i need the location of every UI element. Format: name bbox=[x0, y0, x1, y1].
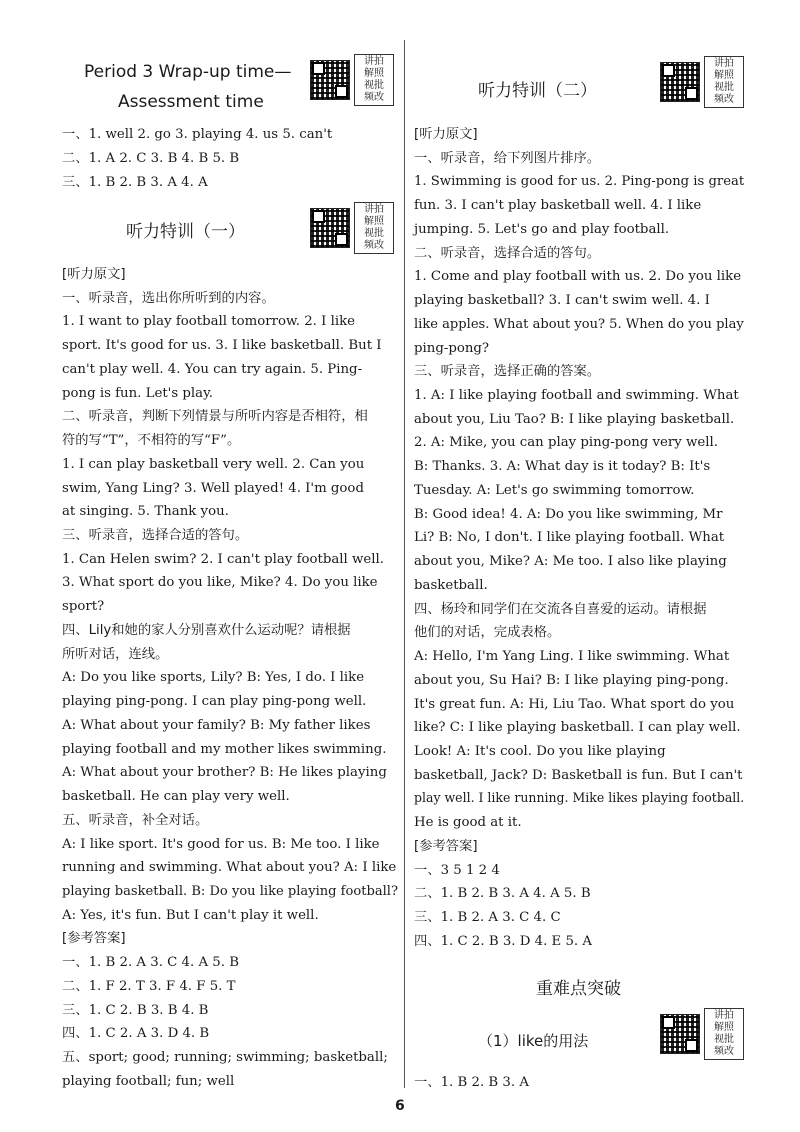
period-title: Period 3 Wrap-up time— bbox=[84, 62, 292, 82]
answer-line: 一、1. well 2. go 3. playing 4. us 5. can't bbox=[62, 127, 333, 142]
text-line: Tuesday. A: Let's go swimming tomorrow. bbox=[414, 482, 695, 498]
qr-code-icon bbox=[310, 60, 350, 100]
text-line: about you, Liu Tao? B: I like playing basketball. bbox=[414, 411, 735, 427]
text-line: 1. Can Helen swim? 2. I can't play football well. bbox=[62, 551, 385, 567]
text-line: at singing. 5. Thank you. bbox=[62, 504, 229, 520]
text-line: like apples. What about you? 5. When do you play bbox=[414, 316, 744, 332]
text-line: 他们的对话，完成表格。 bbox=[414, 625, 561, 641]
text-line: basketball. bbox=[414, 577, 488, 593]
qr-label: 讲拍 解照 视批 频改 bbox=[354, 202, 394, 254]
text-line: Li? B: No, I don't. I like playing football. What bbox=[414, 530, 725, 546]
page-number: 6 bbox=[395, 1098, 405, 1114]
key-points-heading: 重难点突破 bbox=[536, 979, 621, 999]
text-line: jumping. 5. Let's go and play football. bbox=[414, 221, 670, 237]
text-line: 一、3 5 1 2 4 bbox=[414, 862, 500, 878]
section-title-listening-2: 听力特训（二） bbox=[478, 81, 597, 101]
text-line: A: Do you like sports, Lily? B: Yes, I do. I like bbox=[62, 670, 365, 686]
text-line: 一、听录音，选出你所听到的内容。 bbox=[62, 290, 275, 306]
text-line: ping-pong? bbox=[414, 340, 490, 356]
text-line: 三、1. B 2. A 3. C 4. C bbox=[414, 910, 561, 926]
column-divider bbox=[404, 40, 405, 1088]
text-line: 二、1. F 2. T 3. F 4. F 5. T bbox=[62, 978, 236, 994]
qr-code-icon bbox=[310, 208, 350, 248]
text-line: about you, Su Hai? B: I like playing ping-pong. bbox=[414, 672, 729, 688]
text-line: playing football and my mother likes swimming. bbox=[62, 741, 387, 757]
text-line: basketball. He can play very well. bbox=[62, 789, 290, 805]
text-line: playing ping-pong. I can play ping-pong well. bbox=[62, 694, 367, 710]
text-line: 五、sport; good; running; swimming; basketball; bbox=[62, 1050, 388, 1066]
text-line: 三、1. C 2. B 3. B 4. B bbox=[62, 1002, 209, 1018]
text-line: 1. I want to play football tomorrow. 2. I like bbox=[62, 314, 356, 330]
text-line: B: Thanks. 3. A: What day is it today? B: It's bbox=[414, 459, 711, 475]
text-line: A: Yes, it's fun. But I can't play it well. bbox=[62, 907, 319, 923]
text-line: A: What about your brother? B: He likes playing bbox=[62, 765, 387, 781]
text-line: 1. Come and play football with us. 2. Do you like bbox=[414, 269, 742, 285]
text-line: 三、听录音，选择合适的答句。 bbox=[62, 528, 249, 544]
text-line: like? C: I like playing basketball. I can play well. bbox=[414, 720, 741, 736]
text-line: 二、1. B 2. B 3. A 4. A 5. B bbox=[414, 886, 591, 902]
text-line: sport? bbox=[62, 599, 105, 615]
qr-code-icon bbox=[660, 1014, 700, 1054]
text-line: B: Good idea! 4. A: Do you like swimming, Mr bbox=[414, 506, 723, 522]
text-line: Look! A: It's cool. Do you like playing bbox=[414, 743, 666, 759]
text-line: 1. A: I like playing football and swimming. What bbox=[414, 388, 739, 404]
text-line: 符的写“T”，不相符的写“F”。 bbox=[62, 433, 241, 449]
text-line: can't play well. 4. You can try again. 5. Ping- bbox=[62, 361, 363, 377]
text-line: 四、杨玲和同学们在交流各自喜爱的运动。请根据 bbox=[414, 601, 707, 617]
text-line: fun. 3. I can't play basketball well. 4. I like bbox=[414, 198, 702, 214]
period-subtitle: Assessment time bbox=[118, 92, 264, 112]
text-line: [参考答案] bbox=[62, 931, 126, 947]
text-line: playing basketball. B: Do you like playing football? bbox=[62, 883, 398, 899]
text-line: 四、1. C 2. B 3. D 4. E 5. A bbox=[414, 933, 592, 949]
text-line: swim, Yang Ling? 3. Well played! 4. I'm good bbox=[62, 480, 364, 496]
text-line: [听力原文] bbox=[62, 267, 126, 282]
text-line: 1. Swimming is good for us. 2. Ping-pong is great bbox=[414, 174, 745, 190]
text-line: 3. What sport do you like, Mike? 4. Do you like bbox=[62, 575, 378, 591]
text-line: 一、1. B 2. A 3. C 4. A 5. B bbox=[62, 955, 239, 971]
text-line: 五、听录音，补全对话。 bbox=[62, 812, 209, 828]
text-line: 三、听录音，选择正确的答案。 bbox=[414, 364, 601, 380]
section-title-listening-1: 听力特训（一） bbox=[126, 222, 245, 242]
answer-line: 三、1. B 2. B 3. A 4. A bbox=[62, 175, 208, 190]
qr-label: 讲拍 解照 视批 频改 bbox=[704, 56, 744, 108]
answer-line: 二、1. A 2. C 3. B 4. B 5. B bbox=[62, 151, 240, 166]
text-line: 四、1. C 2. A 3. D 4. B bbox=[62, 1026, 210, 1042]
text-line: running and swimming. What about you? A: I like bbox=[62, 860, 397, 876]
text-line: 一、听录音，给下列图片排序。 bbox=[414, 150, 601, 166]
qr-label: 讲拍 解照 视批 频改 bbox=[354, 54, 394, 106]
text-line: 1. I can play basketball very well. 2. Can you bbox=[62, 456, 365, 472]
like-usage-heading: （1）like的用法 bbox=[478, 1032, 589, 1050]
text-line: A: I like sport. It's good for us. B: Me too. I like bbox=[62, 836, 380, 852]
text-line: about you, Mike? A: Me too. I also like playing bbox=[414, 554, 727, 570]
answer-line: 一、1. B 2. B 3. A bbox=[414, 1075, 529, 1090]
text-line: 二、听录音，选择合适的答句。 bbox=[414, 245, 601, 261]
text-line: A: Hello, I'm Yang Ling. I like swimming. What bbox=[414, 649, 730, 665]
text-line: 四、Lily和她的家人分别喜欢什么运动呢？请根据 bbox=[62, 622, 351, 638]
text-line: [听力原文] bbox=[414, 127, 478, 142]
qr-label: 讲拍 解照 视批 频改 bbox=[704, 1008, 744, 1060]
text-line: It's great fun. A: Hi, Liu Tao. What sport do you bbox=[414, 696, 735, 712]
qr-code-icon bbox=[660, 62, 700, 102]
text-line: 二、听录音，判断下列情景与所听内容是否相符，相 bbox=[62, 409, 368, 425]
text-line: A: What about your family? B: My father likes bbox=[62, 717, 371, 733]
text-line: playing basketball? 3. I can't swim well. 4. I bbox=[414, 293, 710, 309]
text-line: play well. I like running. Mike likes playing football. bbox=[414, 791, 745, 807]
text-line: [参考答案] bbox=[414, 838, 478, 854]
text-line: basketball, Jack? D: Basketball is fun. But I can't bbox=[414, 767, 743, 783]
text-line: pong is fun. Let's play. bbox=[62, 385, 214, 401]
text-line: playing football; fun; well bbox=[62, 1073, 235, 1089]
text-line: He is good at it. bbox=[414, 815, 522, 831]
text-line: 所听对话，连线。 bbox=[62, 646, 169, 662]
text-line: 2. A: Mike, you can play ping-pong very well. bbox=[414, 435, 718, 451]
text-line: sport. It's good for us. 3. I like basketball. But I bbox=[62, 338, 382, 354]
